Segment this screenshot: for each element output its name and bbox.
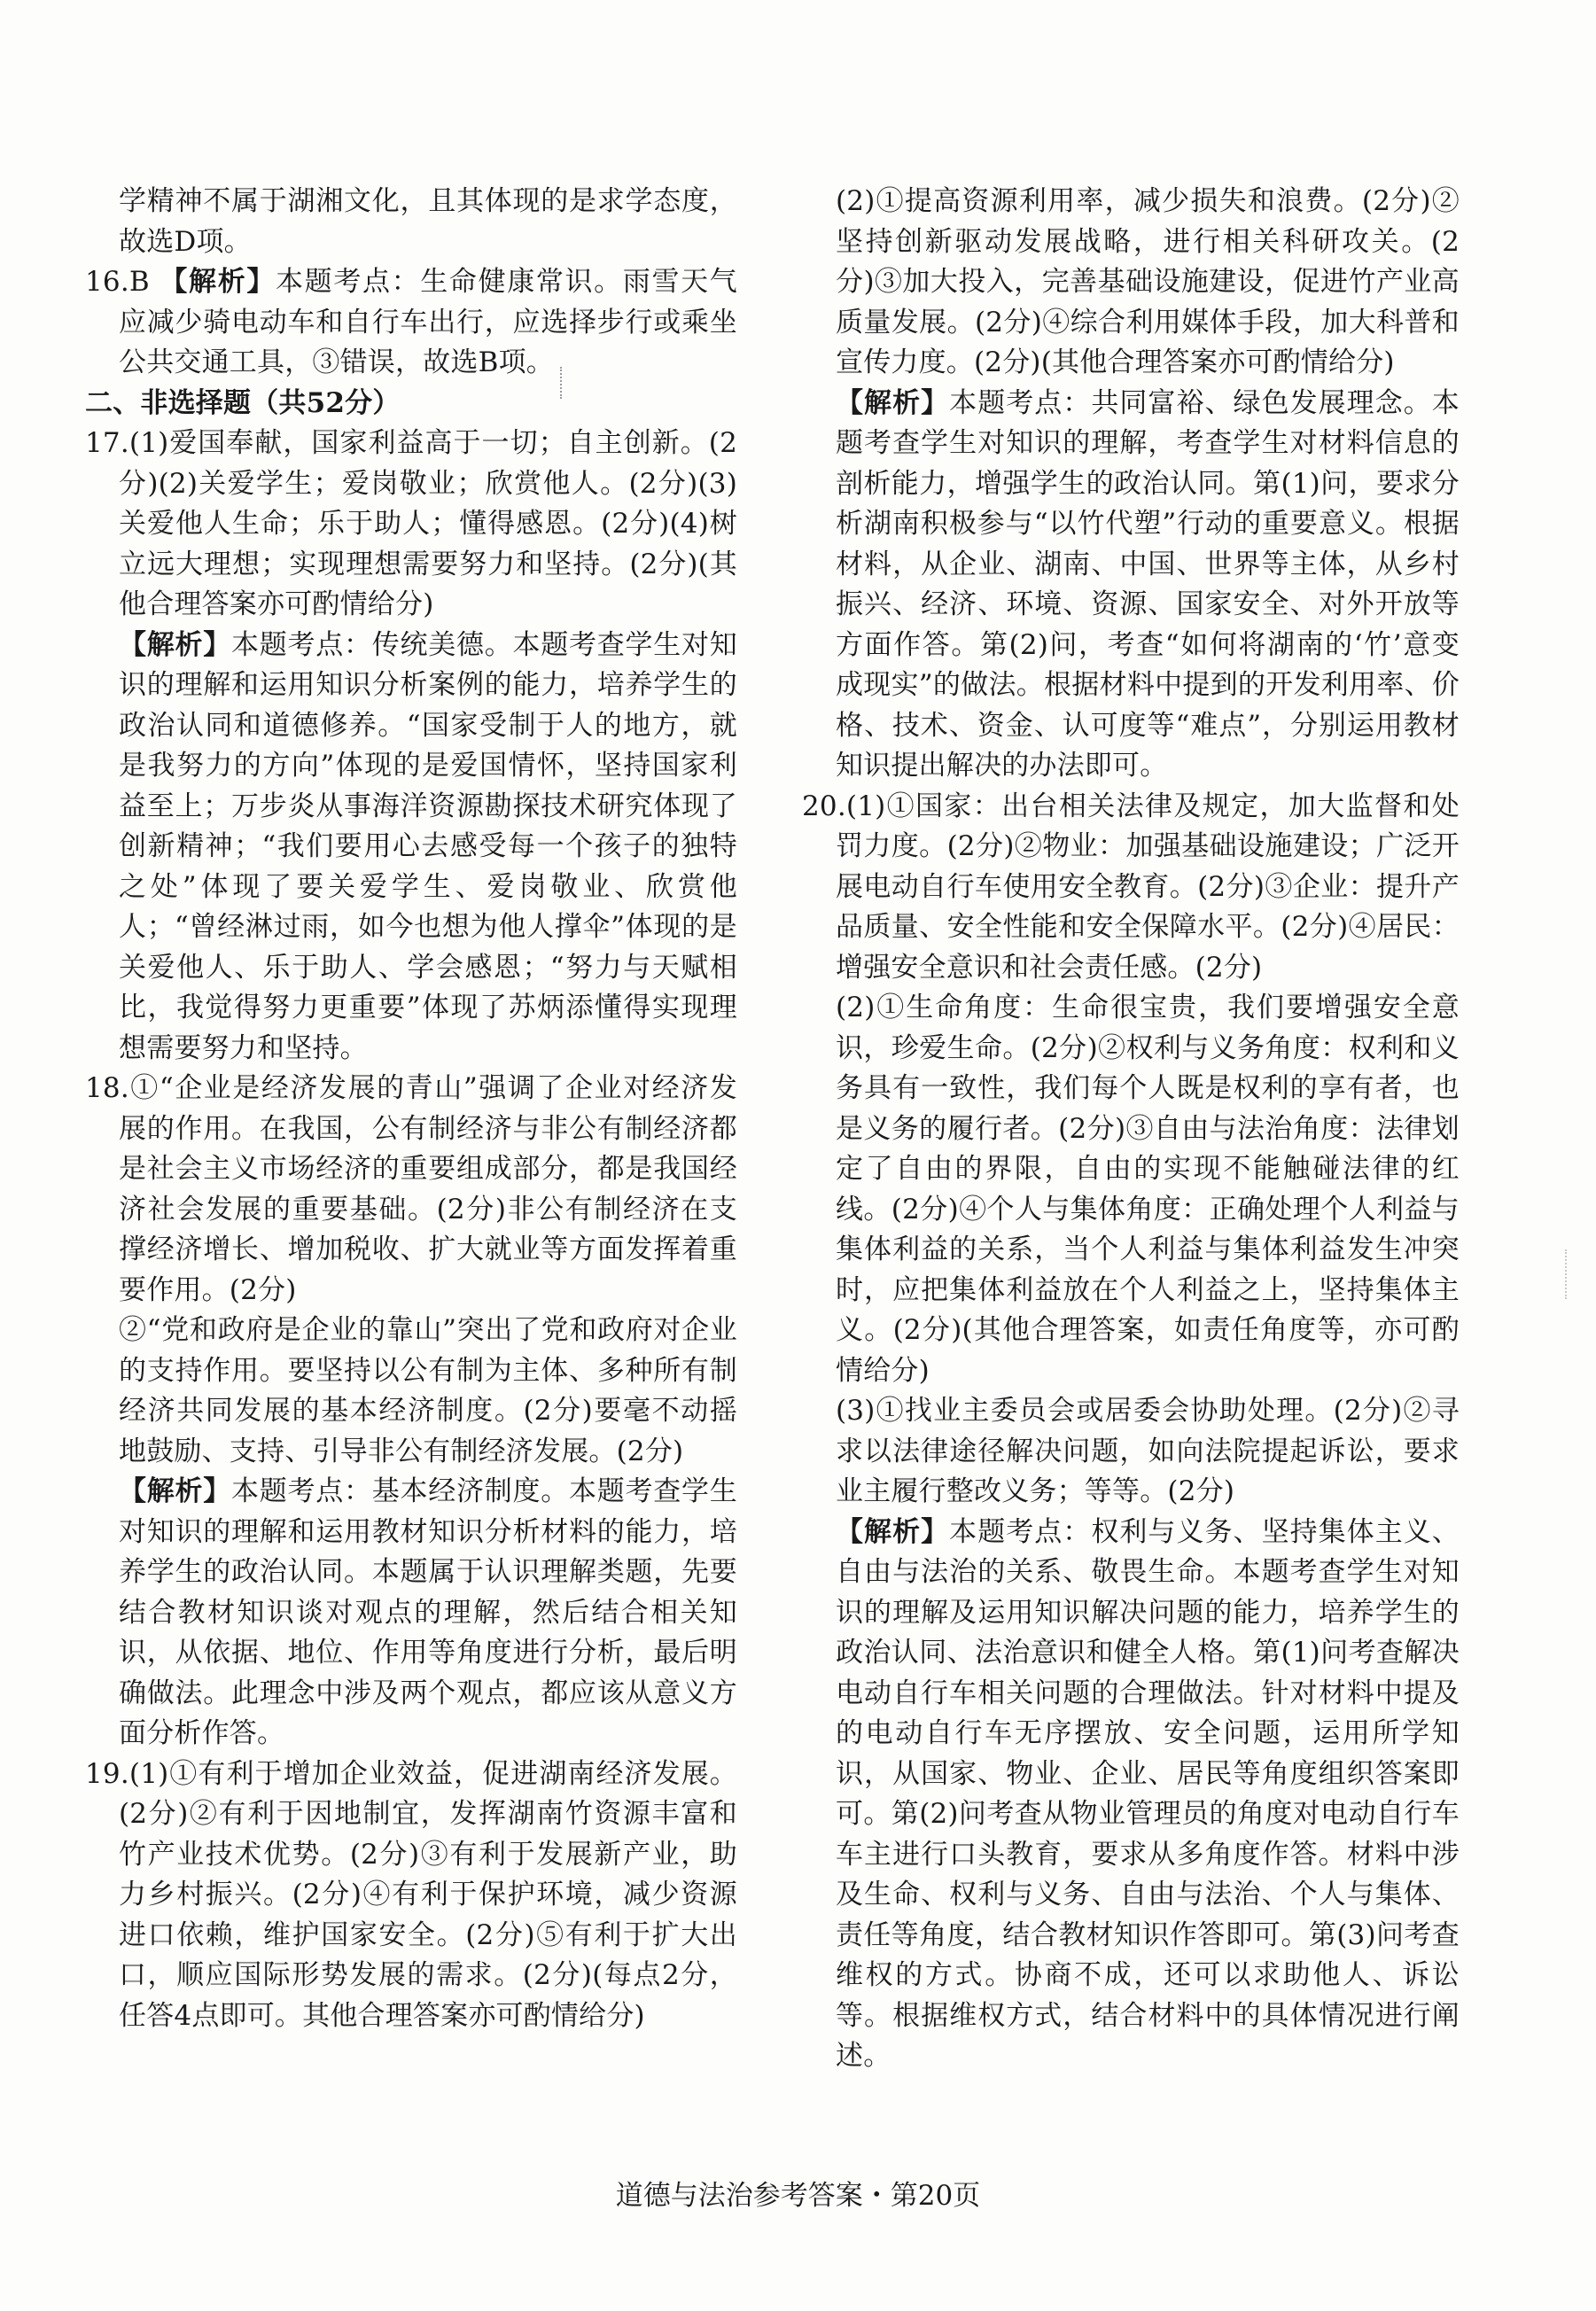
answer-text: (1)①国家：出台相关法律及规定，加大监督和处罚力度。(2分)②物业：加强基础设施建设；广泛开展电动自行车使用安全教育。(2分)③企业：提升产品质量、安全性能和安全保障水平。(2分)④居民：增强安全意识和社会责任感。(2分) xyxy=(836,790,1460,984)
question-number: 18. xyxy=(85,1072,129,1104)
question-19-analysis xyxy=(802,384,1460,787)
question-18-analysis xyxy=(85,1472,737,1755)
right-column xyxy=(802,182,1460,2077)
answer-text: (1)①有利于增加企业效益，促进湖南经济发展。(2分)②有利于因地制宜，发挥湖南竹资源丰富和竹产业技术优势。(2分)③有利于发展新产业，助力乡村振兴。(2分)④有利于保护环境，减少资源进口依赖，维护国家安全。(2分)⑤有利于扩大出口，顺应国际形势发展的需求。(2分)(每点2分，任答4点即可。其他合理答案亦可酌情给分) xyxy=(119,1757,737,2032)
question-17-analysis xyxy=(85,626,737,1070)
question-number: 20. xyxy=(802,790,846,822)
analysis-tag: 【解析】 xyxy=(836,386,950,419)
question-20-answer-2: (2)①生命角度：生命很宝贵，我们要增强安全意识，珍爱生命。(2分)②权利与义务角度：权利和义务具有一致性，我们每个人既是权利的享有者，也是义务的履行者。(2分)③自由与法治角度：法律划定了自由的界限，自由的实现不能触碰法律的红线。(2分)④个人与集体角度：正确处理个人利益与集体利益的关系，当个人利益与集体利益发生冲突时，应把集体利益放在个人利益之上，坚持集体主义。(2分)(其他合理答案，如责任角度等，亦可酌情给分) xyxy=(836,992,1460,1387)
question-17-answer xyxy=(85,424,737,626)
question-number: 19. xyxy=(85,1757,129,1790)
question-18-answer-1 xyxy=(85,1069,737,1311)
question-20-answer-3: (3)①找业主委员会或居委会协助处理。(2分)②寻求以法律途径解决问题，如向法院提起诉讼，要求业主履行整改义务；等等。(2分) xyxy=(836,1395,1460,1507)
question-16 xyxy=(85,262,737,384)
left-column xyxy=(85,182,737,2036)
analysis-text: 本题考点：传统美德。本题考查学生对知识的理解和运用知识分析案例的能力，培养学生的政治认同和道德修养。“国家受制于人的地方，就是我努力的方向”体现的是爱国情怀，坚持国家利益至上；万步炎从事海洋资源勘探技术研究体现了创新精神；“我们要用心去感受每一个孩子的独特之处”体现了要关爱学生、爱岗敬业、欣赏他人；“曾经淋过雨，如今也想为他人撑伞”体现的是关爱他人、乐于助人、学会感恩；“努力与天赋相比，我觉得努力更重要”体现了苏炳添懂得实现理想需要努力和坚持。 xyxy=(119,628,737,1064)
analysis-text: 本题考点：生命健康常识。雨雪天气应减少骑电动车和自行车出行，应选择步行或乘坐公共交通工具，③错误，故选B项。 xyxy=(119,266,737,378)
q15-continuation: 学精神不属于湖湘文化，且其体现的是求学态度，故选D项。 xyxy=(119,185,737,258)
analysis-tag: 【解析】 xyxy=(119,1475,232,1507)
question-number: 17. xyxy=(85,427,129,459)
analysis-tag: 【解析】 xyxy=(119,628,232,661)
section-title: 二、非选择题（共52分） xyxy=(85,386,401,419)
answer-text: ①“企业是经济发展的青山”强调了企业对经济发展的作用。在我国，公有制经济与非公有制经济都是社会主义市场经济的重要组成部分，都是我国经济社会发展的重要基础。(2分)非公有制经济在支撑经济增长、增加税收、扩大就业等方面发挥着重要作用。(2分) xyxy=(119,1072,737,1306)
question-19-answer-1 xyxy=(85,1755,737,2037)
scan-mark xyxy=(560,367,565,399)
analysis-tag: 【解析】 xyxy=(160,266,276,298)
question-20-analysis xyxy=(802,1513,1460,2077)
question-19-answer-2: (2)①提高资源利用率，减少损失和浪费。(2分)②坚持创新驱动发展战略，进行相关科研攻关。(2分)③加大投入，完善基础设施建设，促进竹产业高质量发展。(2分)④综合利用媒体手段，加大科普和宣传力度。(2分)(其他合理答案亦可酌情给分) xyxy=(836,185,1460,378)
page-footer: 道德与法治参考答案・第20页 xyxy=(615,2180,981,2212)
scan-mark xyxy=(1565,1249,1569,1299)
answer-text: (1)爱国奉献，国家利益高于一切；自主创新。(2分)(2)关爱学生；爱岗敬业；欣赏他人。(2分)(3)关爱他人生命；乐于助人；懂得感恩。(2分)(4)树立远大理想；实现理想需要努力和坚持。(2分)(其他合理答案亦可酌情给分) xyxy=(119,427,737,620)
question-18-answer-2: ②“党和政府是企业的靠山”突出了党和政府对企业的支持作用。要坚持以公有制为主体、多种所有制经济共同发展的基本经济制度。(2分)要毫不动摇地鼓励、支持、引导非公有制经济发展。(2分) xyxy=(119,1314,737,1467)
question-number: 16.B xyxy=(85,266,150,298)
question-20-answer-1 xyxy=(802,787,1460,989)
analysis-text: 本题考点：共同富裕、绿色发展理念。本题考查学生对知识的理解，考查学生对材料信息的剖析能力，增强学生的政治认同。第(1)问，要求分析湖南积极参与“以竹代塑”行动的重要意义。根据材料，从企业、湖南、中国、世界等主体，从乡村振兴、经济、环境、资源、国家安全、对外开放等方面作答。第(2)问，考查“如何将湖南的‘竹’意变成现实”的做法。根据材料中提到的开发利用率、价格、技术、资金、认可度等“难点”，分别运用教材知识提出解决的办法即可。 xyxy=(836,386,1460,782)
analysis-tag: 【解析】 xyxy=(836,1515,950,1548)
analysis-text: 本题考点：基本经济制度。本题考查学生对知识的理解和运用教材知识分析材料的能力，培养学生的政治认同。本题属于认识理解类题，先要结合教材知识谈对观点的理解，然后结合相关知识，从依据、地位、作用等角度进行分析，最后明确做法。此理念中涉及两个观点，都应该从意义方面分析作答。 xyxy=(119,1475,737,1749)
analysis-text: 本题考点：权利与义务、坚持集体主义、自由与法治的关系、敬畏生命。本题考查学生对知识的理解及运用知识解决问题的能力，培养学生的政治认同、法治意识和健全人格。第(1)问考查解决电动自行车相关问题的合理做法。针对材料中提及的电动自行车无序摆放、安全问题，运用所学知识，从国家、物业、企业、居民等角度组织答案即可。第(2)问考查从物业管理员的角度对电动自行车车主进行口头教育，要求从多角度作答。材料中涉及生命、权利与义务、自由与法治、个人与集体、责任等角度，结合教材知识作答即可。第(3)问考查维权的方式。协商不成，还可以求助他人、诉讼等。根据维权方式，结合材料中的具体情况进行阐述。 xyxy=(836,1515,1460,2072)
